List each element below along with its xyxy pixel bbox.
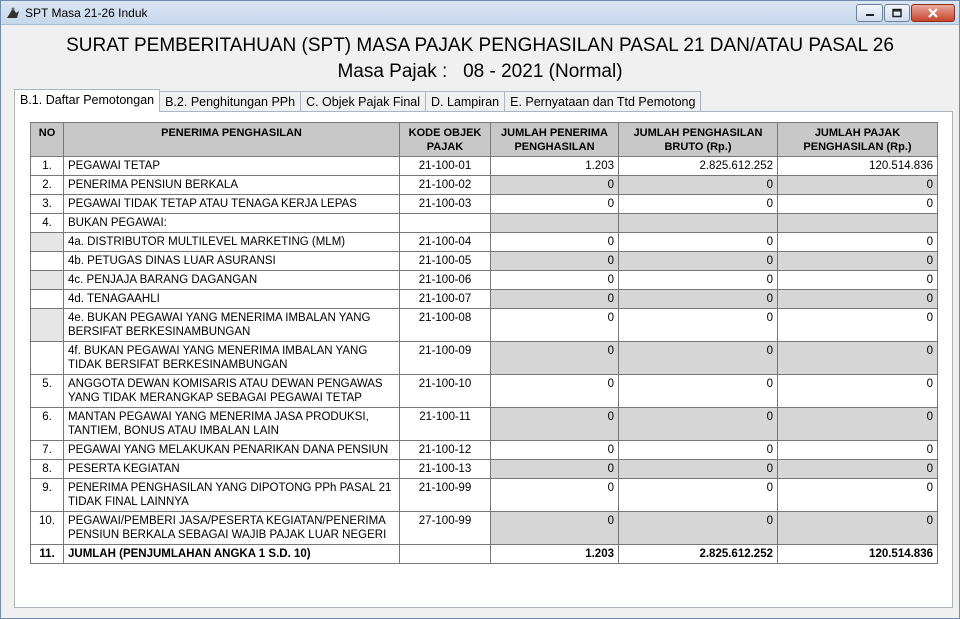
col-header-bruto: JUMLAH PENGHASILAN BRUTO (Rp.) xyxy=(619,123,778,157)
table-header-row xyxy=(31,123,938,157)
gross-income-cell[interactable]: 0 xyxy=(619,408,778,441)
gross-income-cell[interactable]: 0 xyxy=(619,271,778,290)
recipient-count-cell[interactable]: 0 xyxy=(491,195,619,214)
table-row xyxy=(31,479,938,512)
recipient-count-cell[interactable]: 0 xyxy=(491,441,619,460)
total-row xyxy=(31,545,938,564)
row-number xyxy=(31,233,64,252)
recipient-count-cell[interactable]: 0 xyxy=(491,408,619,441)
tax-object-code: 21-100-10 xyxy=(400,375,491,408)
tab-panel xyxy=(14,111,953,608)
maximize-button[interactable] xyxy=(884,4,910,22)
gross-income-cell[interactable]: 0 xyxy=(619,512,778,545)
app-icon xyxy=(5,5,21,21)
recipient-count-cell xyxy=(491,214,619,233)
row-number: 1. xyxy=(31,157,64,176)
tax-object-code: 21-100-13 xyxy=(400,460,491,479)
tax-object-code: 21-100-09 xyxy=(400,342,491,375)
total-tax-amount: 120.514.836 xyxy=(778,545,938,564)
tab-bar xyxy=(14,89,700,111)
table-row xyxy=(31,512,938,545)
minimize-icon xyxy=(865,9,875,17)
recipient-name: PEGAWAI YANG MELAKUKAN PENARIKAN DANA PENSIUN xyxy=(64,441,400,460)
recipient-count-cell[interactable]: 0 xyxy=(491,460,619,479)
total-code xyxy=(400,545,491,564)
row-number: 10. xyxy=(31,512,64,545)
recipient-name: PESERTA KEGIATAN xyxy=(64,460,400,479)
gross-income-cell[interactable]: 0 xyxy=(619,309,778,342)
recipient-count-cell[interactable]: 0 xyxy=(491,375,619,408)
row-number: 4. xyxy=(31,214,64,233)
col-header-no: NO xyxy=(31,123,64,157)
row-number xyxy=(31,290,64,309)
gross-income-cell[interactable]: 0 xyxy=(619,479,778,512)
tax-object-code: 21-100-08 xyxy=(400,309,491,342)
recipient-name: 4f. BUKAN PEGAWAI YANG MENERIMA IMBALAN YANG TIDAK BERSIFAT BERKESINAMBUNGAN xyxy=(64,342,400,375)
tax-amount-cell[interactable]: 0 xyxy=(778,479,938,512)
total-recipient-count: 1.203 xyxy=(491,545,619,564)
col-header-jumlah-penerima: JUMLAH PENERIMA PENGHASILAN xyxy=(491,123,619,157)
gross-income-cell xyxy=(619,214,778,233)
recipient-name: 4a. DISTRIBUTOR MULTILEVEL MARKETING (MLM) xyxy=(64,233,400,252)
table-body xyxy=(31,157,938,564)
recipient-name: PEGAWAI/PEMBERI JASA/PESERTA KEGIATAN/PENERIMA PENSIUN BERKALA SEBAGAI WAJIB PAJAK LUAR NEGERI xyxy=(64,512,400,545)
tax-amount-cell[interactable]: 0 xyxy=(778,252,938,271)
close-icon xyxy=(927,8,939,18)
table-row xyxy=(31,290,938,309)
recipient-count-cell[interactable]: 0 xyxy=(491,271,619,290)
tax-amount-cell[interactable]: 0 xyxy=(778,176,938,195)
tax-object-code xyxy=(400,214,491,233)
table-row xyxy=(31,408,938,441)
tax-object-code: 21-100-05 xyxy=(400,252,491,271)
tax-amount-cell[interactable]: 0 xyxy=(778,342,938,375)
col-header-pajak: JUMLAH PAJAK PENGHASILAN (Rp.) xyxy=(778,123,938,157)
recipient-count-cell[interactable]: 0 xyxy=(491,512,619,545)
recipient-name: 4e. BUKAN PEGAWAI YANG MENERIMA IMBALAN YANG BERSIFAT BERKESINAMBUNGAN xyxy=(64,309,400,342)
tab-lampiran[interactable]: D. Lampiran xyxy=(425,91,505,111)
tax-amount-cell[interactable]: 0 xyxy=(778,512,938,545)
row-number: 2. xyxy=(31,176,64,195)
total-label: JUMLAH (PENJUMLAHAN ANGKA 1 S.D. 10) xyxy=(64,545,400,564)
tax-amount-cell[interactable]: 0 xyxy=(778,290,938,309)
tax-period: Masa Pajak : 08 - 2021 (Normal) xyxy=(337,61,623,82)
recipient-name: PEGAWAI TETAP xyxy=(64,157,400,176)
row-number xyxy=(31,309,64,342)
recipient-name: 4c. PENJAJA BARANG DAGANGAN xyxy=(64,271,400,290)
table-row xyxy=(31,342,938,375)
table-row xyxy=(31,375,938,408)
gross-income-cell[interactable]: 2.825.612.252 xyxy=(619,157,778,176)
total-gross-income: 2.825.612.252 xyxy=(619,545,778,564)
recipient-count-cell[interactable]: 0 xyxy=(491,233,619,252)
tax-amount-cell[interactable]: 0 xyxy=(778,460,938,479)
recipient-name: BUKAN PEGAWAI: xyxy=(64,214,400,233)
tax-amount-cell[interactable]: 0 xyxy=(778,375,938,408)
gross-income-cell[interactable]: 0 xyxy=(619,252,778,271)
table-row xyxy=(31,176,938,195)
tax-object-code: 21-100-11 xyxy=(400,408,491,441)
tax-amount-cell[interactable]: 0 xyxy=(778,441,938,460)
tax-amount-cell[interactable]: 0 xyxy=(778,271,938,290)
tab-penghitungan-pph[interactable]: B.2. Penghitungan PPh xyxy=(159,91,301,111)
gross-income-cell[interactable]: 0 xyxy=(619,290,778,309)
tax-object-code: 27-100-99 xyxy=(400,512,491,545)
table-row xyxy=(31,441,938,460)
recipient-name: PENERIMA PENSIUN BERKALA xyxy=(64,176,400,195)
title-bar xyxy=(1,1,959,25)
table-row xyxy=(31,460,938,479)
row-number xyxy=(31,252,64,271)
recipient-count-cell[interactable]: 1.203 xyxy=(491,157,619,176)
tax-object-code: 21-100-99 xyxy=(400,479,491,512)
tax-amount-cell[interactable]: 0 xyxy=(778,195,938,214)
table-row xyxy=(31,271,938,290)
row-number: 8. xyxy=(31,460,64,479)
tax-object-code: 21-100-02 xyxy=(400,176,491,195)
maximize-icon xyxy=(892,9,902,18)
tab-objek-pajak-final[interactable]: C. Objek Pajak Final xyxy=(300,91,426,111)
window-title: SPT Masa 21-26 Induk xyxy=(25,6,148,20)
tax-amount-cell[interactable]: 0 xyxy=(778,233,938,252)
tax-object-code: 21-100-01 xyxy=(400,157,491,176)
table-row xyxy=(31,157,938,176)
row-number: 5. xyxy=(31,375,64,408)
recipient-count-cell[interactable]: 0 xyxy=(491,479,619,512)
recipient-name: PEGAWAI TIDAK TETAP ATAU TENAGA KERJA LEPAS xyxy=(64,195,400,214)
row-number xyxy=(31,342,64,375)
gross-income-cell[interactable]: 0 xyxy=(619,195,778,214)
tax-amount-cell[interactable]: 120.514.836 xyxy=(778,157,938,176)
tax-object-code: 21-100-04 xyxy=(400,233,491,252)
daftar-pemotongan-table xyxy=(30,122,938,564)
gross-income-cell[interactable]: 0 xyxy=(619,460,778,479)
recipient-name: ANGGOTA DEWAN KOMISARIS ATAU DEWAN PENGAWAS YANG TIDAK MERANGKAP SEBAGAI PEGAWAI TETAP xyxy=(64,375,400,408)
col-header-kode: KODE OBJEK PAJAK xyxy=(400,123,491,157)
tax-amount-cell xyxy=(778,214,938,233)
row-number: 3. xyxy=(31,195,64,214)
table-row xyxy=(31,252,938,271)
tax-amount-cell[interactable]: 0 xyxy=(778,408,938,441)
row-number: 9. xyxy=(31,479,64,512)
tax-amount-cell[interactable]: 0 xyxy=(778,309,938,342)
row-number: 6. xyxy=(31,408,64,441)
recipient-count-cell[interactable]: 0 xyxy=(491,176,619,195)
recipient-name: 4d. TENAGAAHLI xyxy=(64,290,400,309)
total-number: 11. xyxy=(31,545,64,564)
tab-daftar-pemotongan[interactable]: B.1. Daftar Pemotongan xyxy=(14,89,160,112)
gross-income-cell[interactable]: 0 xyxy=(619,176,778,195)
tax-object-code: 21-100-12 xyxy=(400,441,491,460)
table-row xyxy=(31,233,938,252)
row-number xyxy=(31,271,64,290)
col-header-penerima: PENERIMA PENGHASILAN xyxy=(64,123,400,157)
recipient-name: 4b. PETUGAS DINAS LUAR ASURANSI xyxy=(64,252,400,271)
table-row xyxy=(31,195,938,214)
tab-pernyataan-ttd[interactable]: E. Pernyataan dan Ttd Pemotong xyxy=(504,91,701,111)
gross-income-cell[interactable]: 0 xyxy=(619,375,778,408)
tax-object-code: 21-100-06 xyxy=(400,271,491,290)
recipient-name: PENERIMA PENGHASILAN YANG DIPOTONG PPh PASAL 21 TIDAK FINAL LAINNYA xyxy=(64,479,400,512)
tax-object-code: 21-100-03 xyxy=(400,195,491,214)
recipient-count-cell[interactable]: 0 xyxy=(491,342,619,375)
recipient-name: MANTAN PEGAWAI YANG MENERIMA JASA PRODUKSI, TANTIEM, BONUS ATAU IMBALAN LAIN xyxy=(64,408,400,441)
recipient-count-cell[interactable]: 0 xyxy=(491,252,619,271)
close-button[interactable] xyxy=(911,4,955,22)
gross-income-cell[interactable]: 0 xyxy=(619,233,778,252)
table-row xyxy=(31,309,938,342)
table-row xyxy=(31,214,938,233)
minimize-button[interactable] xyxy=(856,4,883,22)
row-number: 7. xyxy=(31,441,64,460)
recipient-count-cell[interactable]: 0 xyxy=(491,290,619,309)
gross-income-cell[interactable]: 0 xyxy=(619,441,778,460)
tax-object-code: 21-100-07 xyxy=(400,290,491,309)
gross-income-cell[interactable]: 0 xyxy=(619,342,778,375)
form-title: SURAT PEMBERITAHUAN (SPT) MASA PAJAK PENGHASILAN PASAL 21 DAN/ATAU PASAL 26 xyxy=(66,35,894,56)
recipient-count-cell[interactable]: 0 xyxy=(491,309,619,342)
